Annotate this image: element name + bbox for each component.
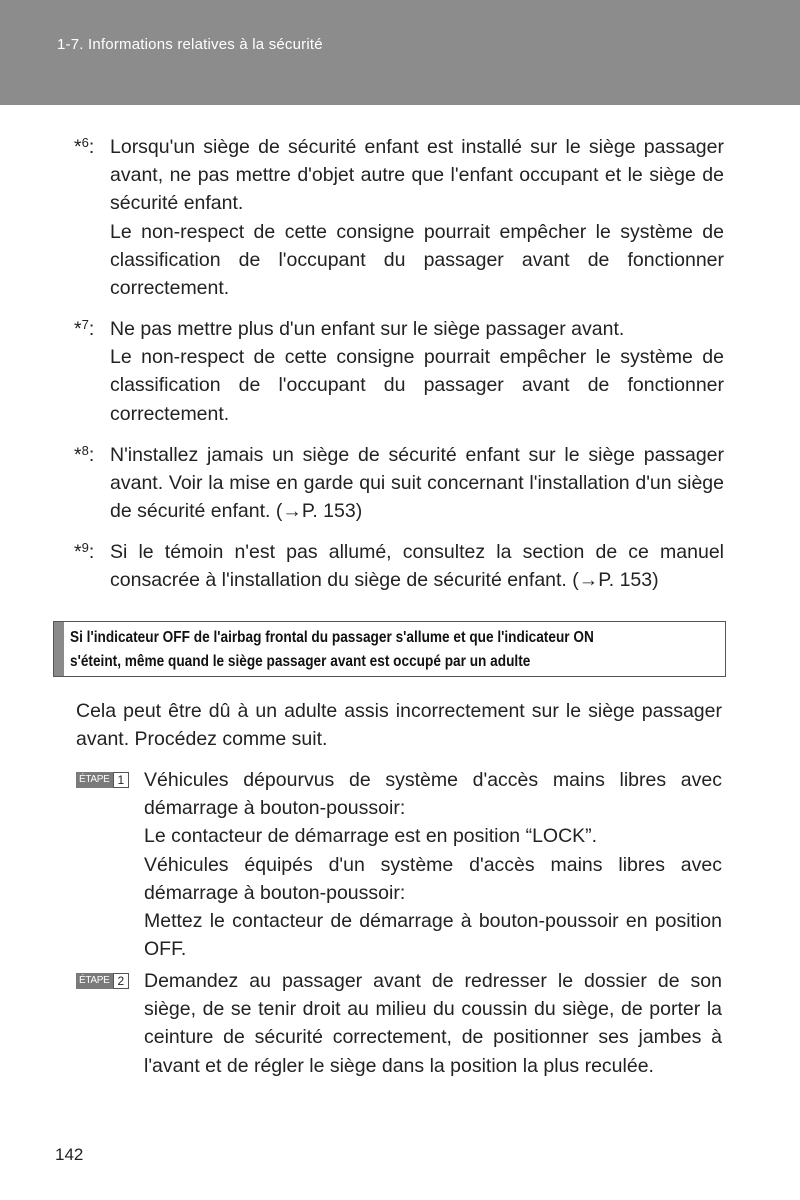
footnote-paragraph: Lorsqu'un siège de sécurité enfant est installé sur le siège passager avant, ne pas mettre d'objet autre que l'enfant occupant et le siège de sécurité enfant. bbox=[110, 136, 724, 215]
step-badge bbox=[76, 973, 129, 989]
step-2 bbox=[76, 967, 722, 1080]
step-label: ÉTAPE bbox=[76, 772, 113, 788]
footnote-8 bbox=[74, 441, 724, 526]
heading-accent-bar bbox=[54, 622, 64, 676]
footnote-paragraph: Le non-respect de cette consigne pourrait empêcher le système de classification de l'occupant du passager avant de fonctionner correctement. bbox=[110, 220, 724, 300]
step-paragraph: Mettez le contacteur de démarrage à bouton-poussoir en position OFF. bbox=[144, 910, 722, 961]
step-label: ÉTAPE bbox=[76, 973, 113, 989]
footnote-paragraph: N'installez jamais un siège de sécurité enfant sur le siège passager avant. Voir la mise en garde qui suit concernant l'installation d'un siège de sécurité enfant. (→P. 153) bbox=[110, 444, 724, 523]
step-number: 2 bbox=[113, 973, 130, 989]
step-paragraph: Véhicules dépourvus de système d'accès mains libres avec démarrage à bouton-poussoir: bbox=[144, 769, 722, 820]
footnote-marker: *$^7$: bbox=[74, 317, 95, 340]
page-header bbox=[0, 0, 800, 105]
footnote-9 bbox=[74, 538, 724, 594]
step-paragraph: Demandez au passager avant de redresser le dossier de son siège, de se tenir droit au milieu du coussin du siège, de porter la ceinture de sécurité correctement, de positionner ses jambes à l'avant et de régler le siège dans la position la plus reculée. bbox=[144, 970, 722, 1077]
footnote-paragraph: Si le témoin n'est pas allumé, consultez la section de ce manuel consacrée à l'installation du siège de sécurité enfant. (→P. 153) bbox=[110, 541, 724, 592]
page-number: 142 bbox=[55, 1145, 84, 1164]
step-paragraph: Le contacteur de démarrage est en position “LOCK”. bbox=[144, 825, 598, 848]
step-paragraph: Véhicules équipés d'un système d'accès mains libres avec démarrage à bouton-poussoir: bbox=[144, 853, 722, 904]
footnote-marker: *$^8$: bbox=[74, 443, 95, 466]
footnote-7 bbox=[74, 315, 724, 428]
footnote-marker: *$^9$: bbox=[74, 540, 95, 563]
section-title: 1-7. Informations relatives à la sécurité bbox=[57, 36, 323, 53]
footnote-paragraph: Ne pas mettre plus d'un enfant sur le siège passager avant. bbox=[110, 318, 625, 340]
step-badge bbox=[76, 772, 129, 788]
heading-line-1: Si l'indicateur OFF de l'airbag frontal du passager s'allume et que l'indicateur ON bbox=[70, 629, 594, 646]
heading-line-2: s'éteint, même quand le siège passager avant est occupé par un adulte bbox=[70, 653, 531, 670]
step-number: 1 bbox=[113, 772, 130, 788]
section-heading bbox=[53, 621, 726, 677]
footnote-marker: *$^6$: bbox=[74, 135, 95, 158]
intro-paragraph: Cela peut être dû à un adulte assis incorrectement sur le siège passager avant. Procédez comme suit. bbox=[76, 700, 722, 751]
step-1 bbox=[76, 766, 722, 963]
footnote-paragraph: Le non-respect de cette consigne pourrait empêcher le système de classification de l'occupant du passager avant de fonctionner correctement. bbox=[110, 346, 724, 425]
footnote-6 bbox=[74, 133, 724, 302]
